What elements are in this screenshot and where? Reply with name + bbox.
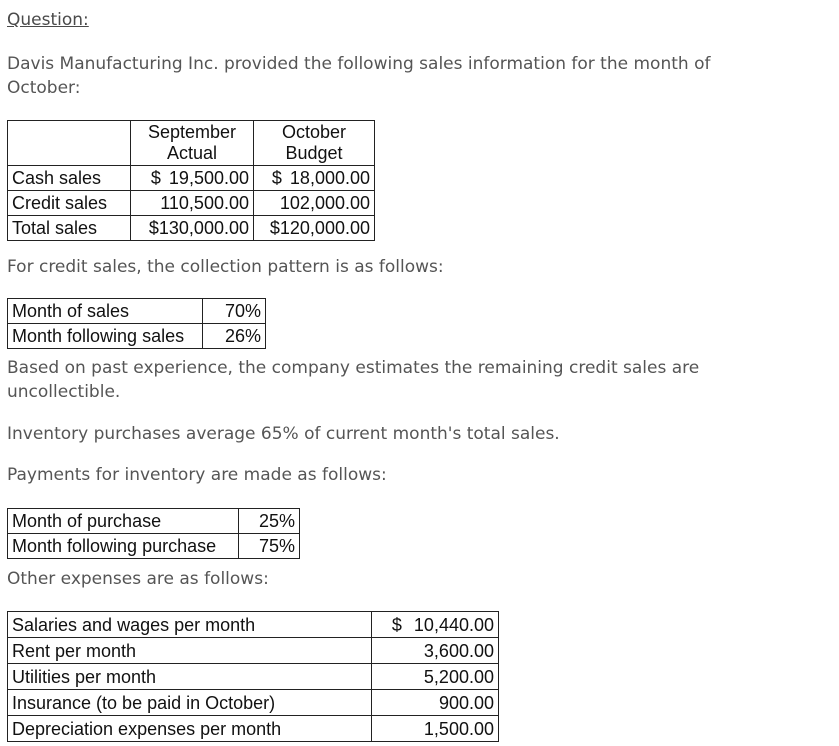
sales-row-october-value: 102,000.00 xyxy=(254,191,375,216)
sales-header-october xyxy=(254,121,375,166)
sales-row-label: Credit sales xyxy=(8,191,131,216)
collection-table xyxy=(7,298,266,349)
collection-label: Month following sales xyxy=(8,324,203,349)
expense-value xyxy=(372,612,499,638)
expense-value: 5,200.00 xyxy=(372,664,499,690)
expenses-row xyxy=(8,638,499,664)
inventory-paragraph: Inventory purchases average 65% of current month's total sales. xyxy=(7,424,560,444)
sales-row-september-value: $130,000.00 xyxy=(131,216,254,241)
expense-label: Utilities per month xyxy=(8,664,372,690)
payments-label: Month of purchase xyxy=(8,509,239,534)
sales-header-september xyxy=(131,121,254,166)
expense-value: 900.00 xyxy=(372,690,499,716)
sales-table xyxy=(7,120,375,241)
expense-amount: 10,440.00 xyxy=(413,614,494,635)
expense-label: Salaries and wages per month xyxy=(8,612,372,638)
uncollectible-paragraph: Based on past experience, the company estimates the remaining credit sales are uncollectible. xyxy=(7,358,700,402)
payments-label: Month following purchase xyxy=(8,534,239,559)
collection-intro: For credit sales, the collection pattern is as follows: xyxy=(7,257,444,277)
sales-row-september-value xyxy=(131,166,254,191)
expense-label: Rent per month xyxy=(8,638,372,664)
sales-table-header-row xyxy=(8,121,375,166)
currency-symbol: $ xyxy=(391,614,402,635)
sales-header-september-line2: Actual xyxy=(166,143,218,163)
sales-row-credit xyxy=(8,191,375,216)
sales-row-cash xyxy=(8,166,375,191)
intro-paragraph: Davis Manufacturing Inc. provided the following sales information for the month of October: xyxy=(7,54,711,98)
currency-symbol: $ xyxy=(271,168,282,188)
sales-header-october-line1: October xyxy=(281,122,347,142)
sales-september-amount: 19,500.00 xyxy=(168,168,249,188)
collection-value: 70% xyxy=(203,299,266,324)
payments-value: 75% xyxy=(239,534,300,559)
sales-row-october-value xyxy=(254,166,375,191)
other-expenses-intro: Other expenses are as follows: xyxy=(7,569,269,589)
expenses-row xyxy=(8,664,499,690)
collection-value: 26% xyxy=(203,324,266,349)
expense-label: Depreciation expenses per month xyxy=(8,716,372,742)
expense-label: Insurance (to be paid in October) xyxy=(8,690,372,716)
collection-row xyxy=(8,324,266,349)
sales-table-corner-cell xyxy=(8,121,131,166)
collection-label: Month of sales xyxy=(8,299,203,324)
sales-row-label: Cash sales xyxy=(8,166,131,191)
sales-header-september-line1: September xyxy=(147,122,237,142)
sales-row-label: Total sales xyxy=(8,216,131,241)
sales-row-october-value: $120,000.00 xyxy=(254,216,375,241)
sales-row-september-value: 110,500.00 xyxy=(131,191,254,216)
sales-october-amount: 18,000.00 xyxy=(289,168,370,188)
expense-value: 3,600.00 xyxy=(372,638,499,664)
currency-symbol: $ xyxy=(150,168,161,188)
expense-value: 1,500.00 xyxy=(372,716,499,742)
payments-row xyxy=(8,509,300,534)
expenses-table xyxy=(7,611,499,742)
payments-intro: Payments for inventory are made as follows: xyxy=(7,465,387,485)
sales-row-total xyxy=(8,216,375,241)
sales-header-october-line2: Budget xyxy=(285,143,343,163)
payments-row xyxy=(8,534,300,559)
payments-value: 25% xyxy=(239,509,300,534)
expenses-row xyxy=(8,716,499,742)
expenses-row xyxy=(8,612,499,638)
collection-row xyxy=(8,299,266,324)
expenses-row xyxy=(8,690,499,716)
question-heading: Question: xyxy=(7,10,89,30)
payments-table xyxy=(7,508,300,559)
